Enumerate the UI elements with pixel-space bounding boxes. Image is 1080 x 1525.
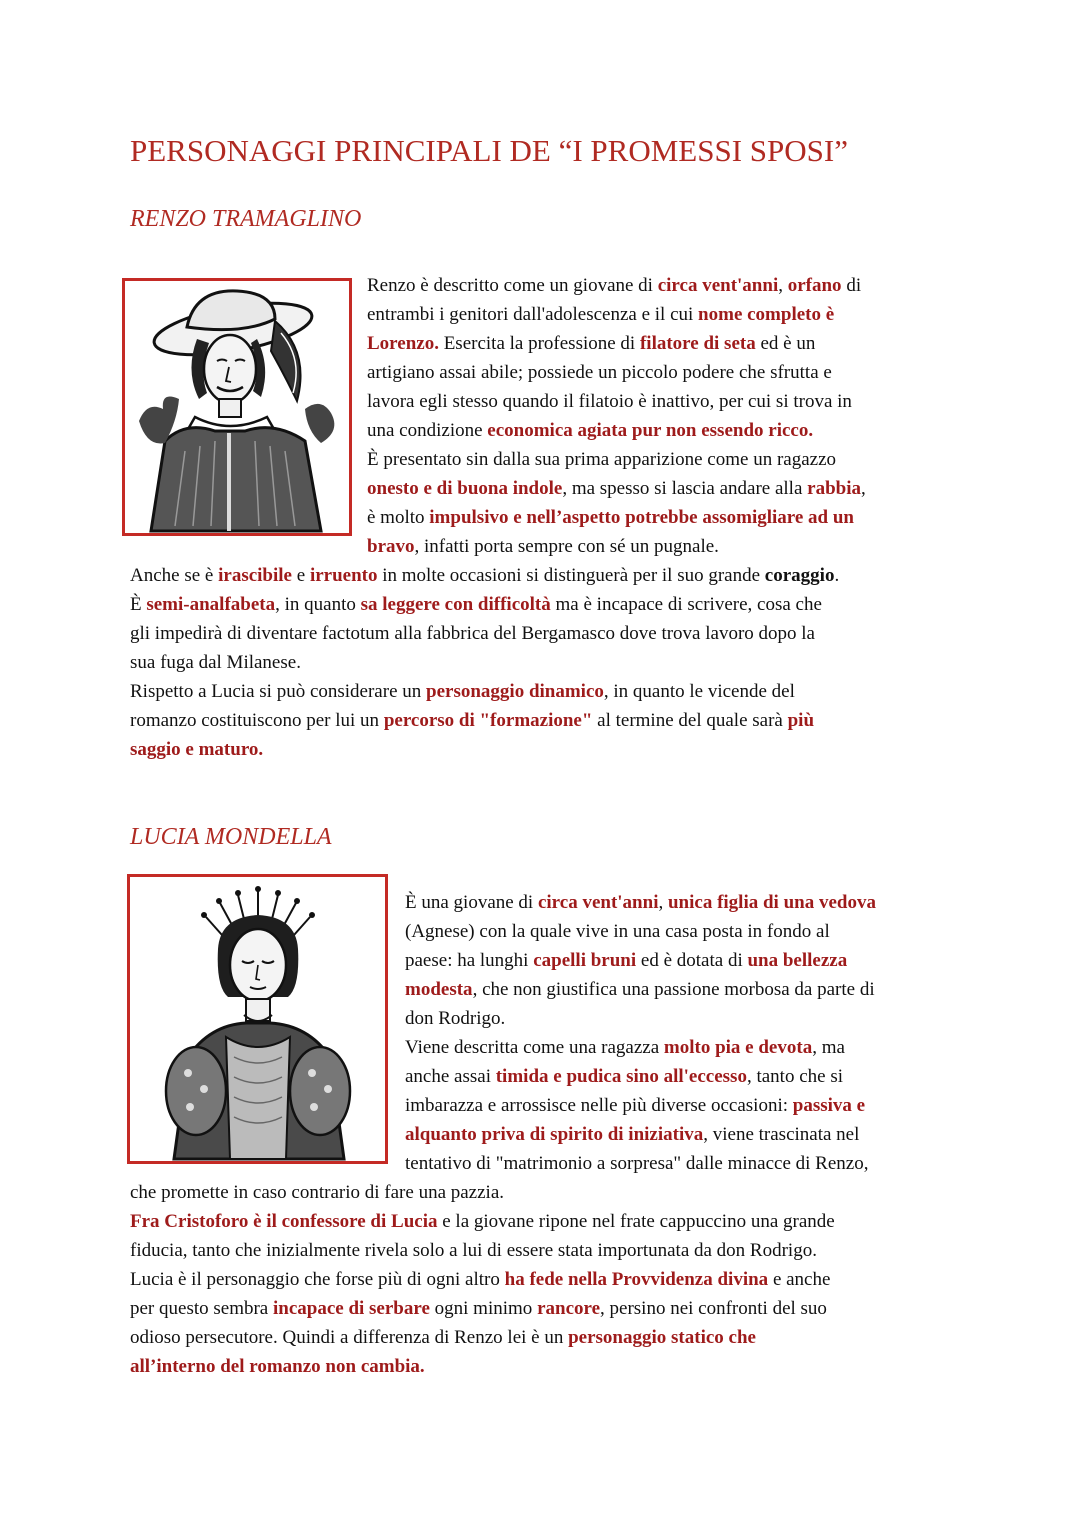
highlighted-text: unica figlia di una vedova	[667, 892, 876, 913]
highlighted-text: onesto e di buona indole	[367, 478, 563, 499]
text-span: ,	[778, 275, 788, 296]
text-span: , infatti porta sempre con sé un pugnale.	[414, 536, 719, 557]
highlighted-text: capelli bruni	[533, 950, 637, 971]
section-heading-renzo: RENZO TRAMAGLINO	[130, 206, 362, 232]
highlighted-text: all’interno del romanzo non cambia.	[130, 1356, 425, 1377]
text-span: , ma spesso si lascia andare alla	[562, 478, 808, 499]
text-span: Rispetto a Lucia si può considerare un	[130, 681, 427, 702]
highlighted-text: Lorenzo.	[367, 333, 439, 354]
text-line	[367, 358, 832, 387]
highlighted-text: rancore	[537, 1298, 601, 1319]
text-span: gli impedirà di diventare factotum alla fabbrica del Bergamasco dove trova lavoro dopo la	[130, 623, 815, 644]
text-line	[130, 1236, 817, 1265]
highlighted-text: ha fede nella Provvidenza divina	[504, 1269, 769, 1290]
text-span: una condizione	[367, 420, 488, 441]
text-line	[130, 648, 301, 677]
text-span: sua fuga dal Milanese.	[130, 652, 301, 673]
text-line	[130, 619, 815, 648]
text-span: al termine del quale sarà	[592, 710, 788, 731]
text-line	[130, 590, 822, 619]
text-span: ed è un	[755, 333, 816, 354]
section-heading-lucia: LUCIA MONDELLA	[130, 824, 332, 850]
text-line	[130, 1265, 830, 1294]
text-line	[405, 1004, 505, 1033]
text-span: È una giovane di	[405, 892, 538, 913]
highlighted-text: coraggio	[764, 565, 835, 586]
text-line	[405, 917, 830, 946]
highlighted-text: timida e pudica sino all'eccesso	[495, 1066, 747, 1087]
text-span: paese: ha lunghi	[405, 950, 534, 971]
highlighted-text: orfano	[787, 275, 842, 296]
highlighted-text: molto pia e devota	[663, 1037, 813, 1058]
text-span: per questo sembra	[130, 1298, 273, 1319]
highlighted-text: personaggio statico che	[568, 1327, 756, 1348]
text-span: e	[292, 565, 310, 586]
highlighted-text: circa vent'anni	[657, 275, 779, 296]
text-line	[367, 300, 834, 329]
highlighted-text: Fra Cristoforo è il confessore di Lucia	[130, 1211, 438, 1232]
highlighted-text: irruento	[309, 565, 378, 586]
text-span: ,	[658, 892, 668, 913]
text-span: ed è dotata di	[636, 950, 748, 971]
highlighted-text: nome completo è	[698, 304, 835, 325]
text-span: fiducia, tanto che inizialmente rivela solo a lui di essere stata importunata da don Rodrigo.	[130, 1240, 817, 1261]
text-span: .	[834, 565, 840, 586]
text-span: odioso persecutore. Quindi a differenza di Renzo lei è un	[130, 1327, 569, 1348]
text-line	[130, 735, 263, 764]
highlighted-text: più	[787, 710, 815, 731]
text-line	[367, 532, 719, 561]
text-span: , in quanto	[275, 594, 361, 615]
text-span: ogni minimo	[429, 1298, 538, 1319]
text-span: di	[841, 275, 862, 296]
highlighted-text: incapace di serbare	[272, 1298, 430, 1319]
text-line	[130, 1207, 835, 1236]
text-line	[405, 946, 847, 975]
renzo-engraving-portrait-icon	[125, 281, 349, 533]
highlighted-text: irascibile	[218, 565, 292, 586]
text-line	[405, 1062, 843, 1091]
text-span: Anche se è	[130, 565, 219, 586]
text-line	[367, 416, 813, 445]
text-span: Viene descritta come una ragazza	[405, 1037, 664, 1058]
text-line	[130, 677, 795, 706]
text-line	[367, 387, 852, 416]
highlighted-text: impulsivo e nell’aspetto potrebbe assomigliare ad un	[429, 507, 854, 528]
text-span: Esercita la professione di	[438, 333, 640, 354]
highlighted-text: modesta	[405, 979, 473, 1000]
text-line	[405, 975, 875, 1004]
highlighted-text: alquanto priva di spirito di iniziativa	[405, 1124, 704, 1145]
text-span: (Agnese) con la quale vive in una casa posta in fondo al	[405, 921, 830, 942]
text-span: , ma	[812, 1037, 845, 1058]
text-span: artigiano assai abile; possiede un piccolo podere che sfrutta e	[367, 362, 832, 383]
text-line	[405, 1091, 865, 1120]
highlighted-text: semi-analfabeta	[146, 594, 276, 615]
text-span: in molte occasioni si distinguerà per il suo grande	[377, 565, 765, 586]
text-span: , viene trascinata nel	[703, 1124, 860, 1145]
text-line	[367, 271, 861, 300]
text-line	[405, 1149, 868, 1178]
highlighted-text: circa vent'anni	[537, 892, 659, 913]
page-title: PERSONAGGI PRINCIPALI DE “I PROMESSI SPOSI”	[130, 133, 848, 168]
text-span: È	[130, 594, 147, 615]
text-span: e anche	[768, 1269, 831, 1290]
text-span: don Rodrigo.	[405, 1008, 506, 1029]
text-span: che promette in caso contrario di fare una pazzia.	[130, 1182, 505, 1203]
text-line	[405, 888, 876, 917]
highlighted-text: filatore di seta	[639, 333, 756, 354]
highlighted-text: bravo	[367, 536, 415, 557]
highlighted-text: economica agiata pur non essendo ricco.	[487, 420, 814, 441]
text-line	[130, 1323, 756, 1352]
text-span: , che non giustifica una passione morbosa da parte di	[472, 979, 875, 1000]
text-span: , tanto che si	[746, 1066, 843, 1087]
text-line	[130, 706, 814, 735]
text-line	[367, 329, 815, 358]
text-span: anche assai	[405, 1066, 496, 1087]
text-line	[130, 561, 839, 590]
text-line	[405, 1120, 859, 1149]
highlighted-text: passiva e	[792, 1095, 866, 1116]
lucia-engraving-portrait-icon	[130, 877, 385, 1161]
text-span: ma è incapace di scrivere, cosa che	[550, 594, 822, 615]
text-line	[367, 445, 836, 474]
highlighted-text: una bellezza	[747, 950, 848, 971]
highlighted-text: saggio e maturo.	[130, 739, 264, 760]
text-span: lavora egli stesso quando il filatoio è inattivo, per cui si trova in	[367, 391, 852, 412]
text-line	[405, 1033, 845, 1062]
text-line	[130, 1178, 504, 1207]
text-span: e la giovane ripone nel frate cappuccino una grande	[437, 1211, 835, 1232]
text-line	[367, 474, 866, 503]
highlighted-text: personaggio dinamico	[426, 681, 604, 702]
text-span: imbarazza e arrossisce nelle più diverse occasioni:	[405, 1095, 793, 1116]
lucia-portrait-image	[127, 874, 388, 1164]
highlighted-text: sa leggere con difficoltà	[360, 594, 551, 615]
highlighted-text: percorso di "formazione"	[383, 710, 593, 731]
text-line	[130, 1352, 425, 1381]
highlighted-text: rabbia	[807, 478, 861, 499]
text-span: tentativo di "matrimonio a sorpresa" dalle minacce di Renzo,	[405, 1153, 869, 1174]
text-line	[130, 1294, 827, 1323]
text-span: , in quanto le vicende del	[603, 681, 795, 702]
text-span: È presentato sin dalla sua prima apparizione come un ragazzo	[367, 449, 836, 470]
text-span: è molto	[367, 507, 430, 528]
text-span: entrambi i genitori dall'adolescenza e il cui	[367, 304, 699, 325]
text-span: ,	[861, 478, 866, 499]
renzo-portrait-image	[122, 278, 352, 536]
text-span: Renzo è descritto come un giovane di	[367, 275, 658, 296]
text-span: , persino nei confronti del suo	[600, 1298, 827, 1319]
text-span: Lucia è il personaggio che forse più di ogni altro	[130, 1269, 505, 1290]
text-span: romanzo costituiscono per lui un	[130, 710, 384, 731]
text-line	[367, 503, 854, 532]
